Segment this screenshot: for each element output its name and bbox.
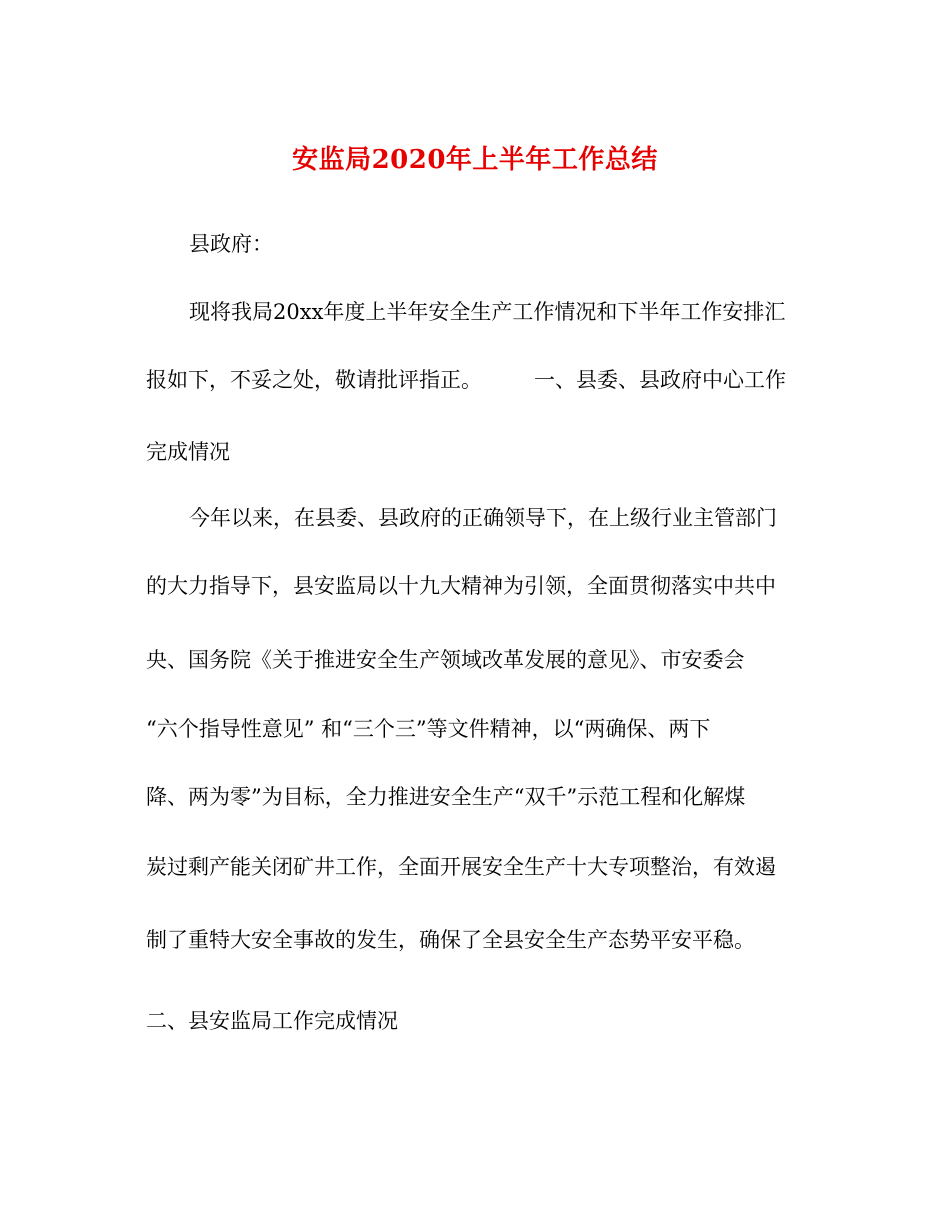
paragraph-line-9: 炭过剩产能关闭矿井工作，全面开展安全生产十大专项整治，有效遏	[146, 855, 776, 879]
paragraph-line-3: 完成情况	[146, 440, 230, 464]
paragraph-line-2-text: 报如下，不妥之处，敬请批评指正。	[146, 368, 482, 392]
paragraph-line-2	[146, 365, 786, 395]
paragraph-line-6: 央、国务院《关于推进安全生产领域改革发展的意见》、市安委会	[146, 648, 745, 672]
section-heading-1: 一、县委、县政府中心工作	[534, 368, 786, 392]
document-title: 安监局2020年上半年工作总结	[292, 145, 658, 175]
paragraph-line-8: 降、两为零”为目标，全力推进安全生产“双千”示范工程和化解煤	[146, 785, 746, 809]
paragraph-line-4: 今年以来，在县委、县政府的正确领导下，在上级行业主管部门	[189, 506, 777, 530]
paragraph-line-5: 的大力指导下，县安监局以十九大精神为引领，全面贯彻落实中共中	[146, 574, 776, 598]
paragraph-line-1: 现将我局20xx年度上半年安全生产工作情况和下半年工作安排汇	[189, 300, 786, 324]
salutation: 县政府：	[189, 232, 273, 256]
paragraph-line-10: 制了重特大安全事故的发生，确保了全县安全生产态势平安平稳。	[146, 928, 755, 952]
paragraph-line-7: “六个指导性意见” 和“三个三”等文件精神，以“两确保、两下	[146, 717, 711, 741]
section-heading-2: 二、县安监局工作完成情况	[146, 1009, 398, 1033]
